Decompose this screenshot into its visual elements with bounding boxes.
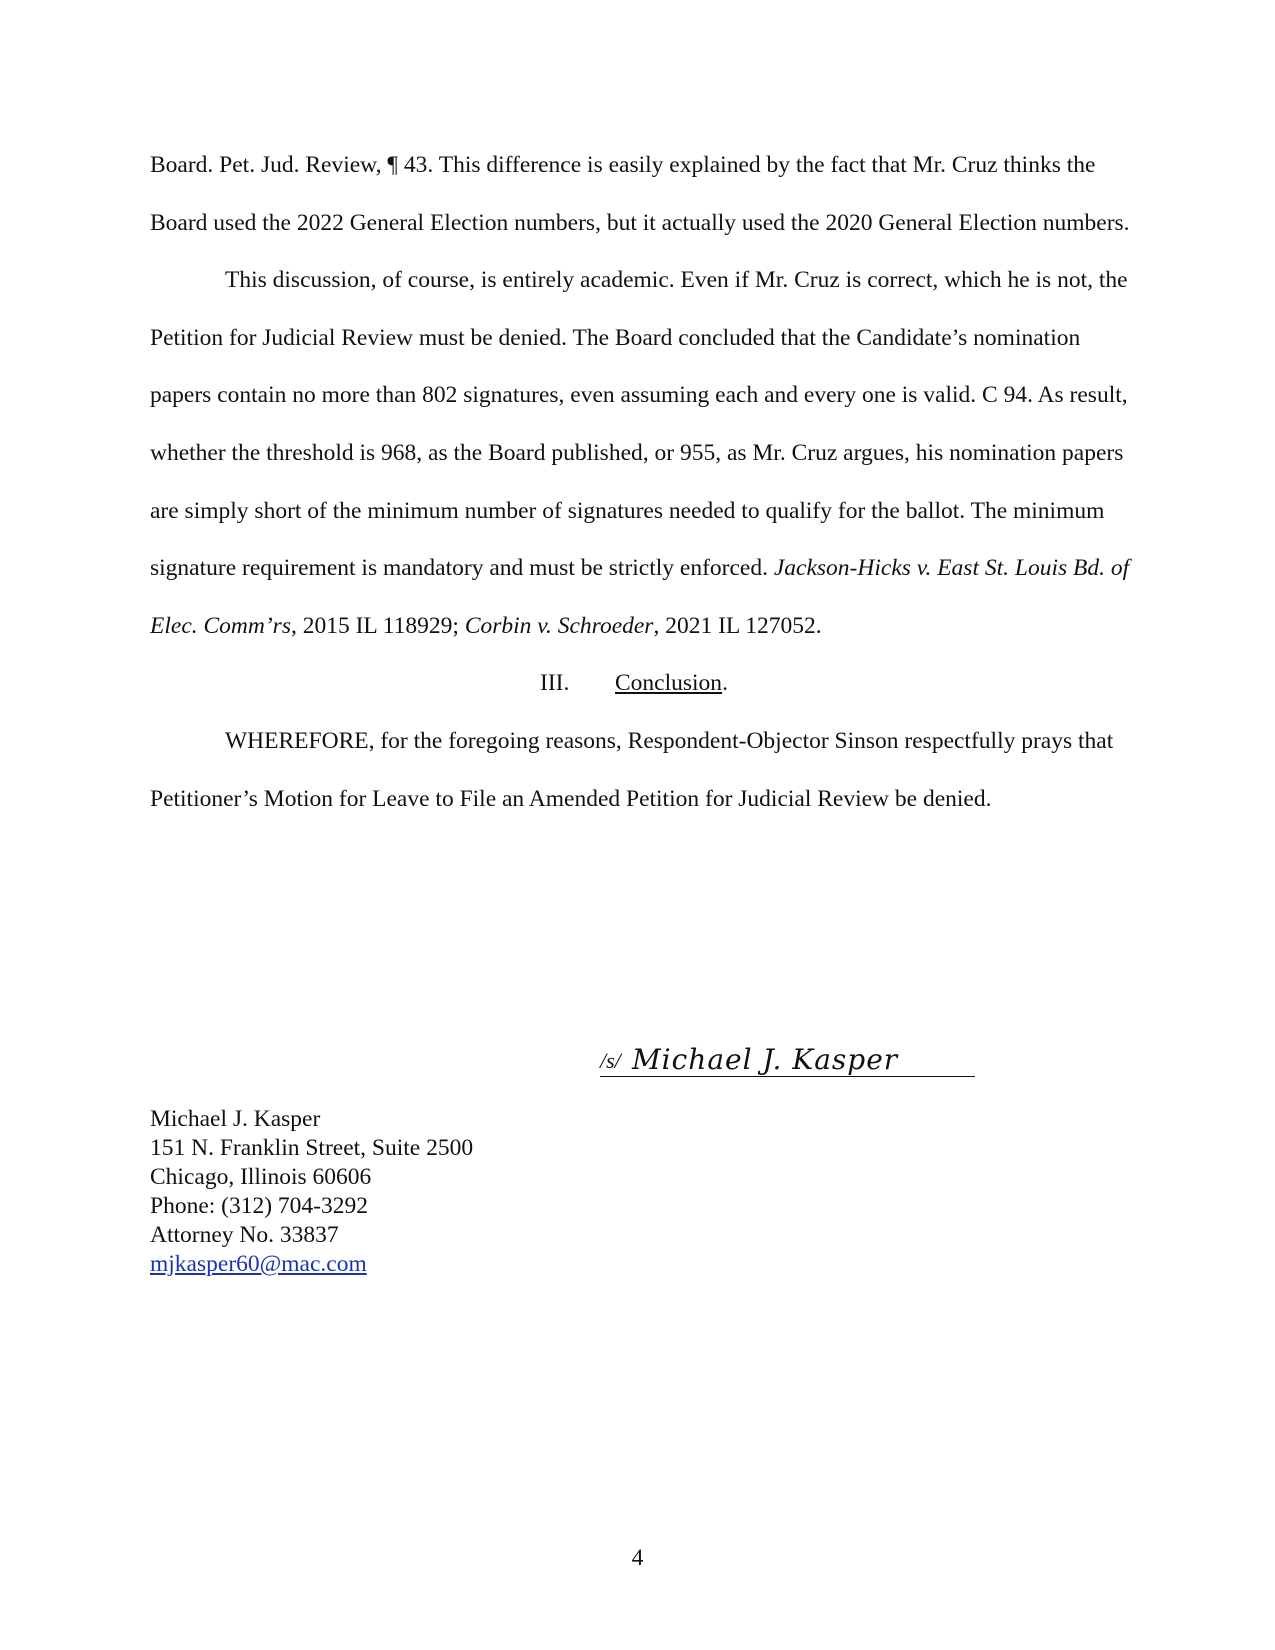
- signature-prefix: /s/: [600, 1048, 621, 1073]
- paragraph-1: Board. Pet. Jud. Review, ¶ 43. This difference is easily explained by the fact that Mr. Cruz thinks the Board used the 2022 General Election numbers, but it actually used the 2020 General Election numbers.: [150, 152, 1130, 236]
- page-number: 4: [631, 1545, 644, 1571]
- paragraph-2-text-a: This discussion, of course, is entirely academic. Even if Mr. Cruz is correct, which he is not, the Petition for Judicial Review must be denied. The Board concluded that the Candidate’s nomination papers contain no more than 802 signatures, even assuming each and every one is valid. C 94. As result, whether the threshold is 968, as the Board published, or 955, as Mr. Cruz argues, his nomination papers are simply short of the minimum number of signatures needed to qualify for the ballot. The minimum signature requirement is mandatory and must be strictly enforced.: [150, 267, 1128, 582]
- signature-line: [600, 1040, 975, 1077]
- document-body: [150, 137, 1130, 828]
- paragraph-3: WHEREFORE, for the foregoing reasons, Respondent-Objector Sinson respectfully prays that Petitioner’s Motion for Leave to File an Amended Petition for Judicial Review be denied.: [150, 727, 1114, 812]
- paragraph-2-text-c: , 2021 IL 127052.: [653, 612, 822, 639]
- signature-name: Michael J. Kasper: [632, 1043, 899, 1076]
- attorney-name: Michael J. Kasper: [150, 1106, 321, 1132]
- case-citation-jackson-hicks: Jackson-Hicks v. East St. Louis Bd. of Elec. Comm’rs: [150, 555, 1130, 639]
- attorney-street: 151 N. Franklin Street, Suite 2500: [150, 1135, 474, 1161]
- paragraph-2-text-b: , 2015 IL 118929;: [290, 612, 465, 639]
- section-title-period: .: [722, 670, 728, 697]
- section-heading: [150, 655, 1130, 713]
- attorney-city: Chicago, Illinois 60606: [150, 1164, 372, 1190]
- section-title: Conclusion: [615, 670, 723, 697]
- attorney-phone: Phone: (312) 704-3292: [150, 1193, 369, 1219]
- section-number: III.: [540, 670, 570, 697]
- case-citation-corbin: Corbin v. Schroeder: [464, 612, 654, 639]
- attorney-address-block: [150, 1105, 473, 1279]
- attorney-email-link[interactable]: mjkasper60@mac.com: [150, 1251, 367, 1277]
- paragraph-2: [150, 252, 1130, 655]
- attorney-number: Attorney No. 33837: [150, 1222, 339, 1248]
